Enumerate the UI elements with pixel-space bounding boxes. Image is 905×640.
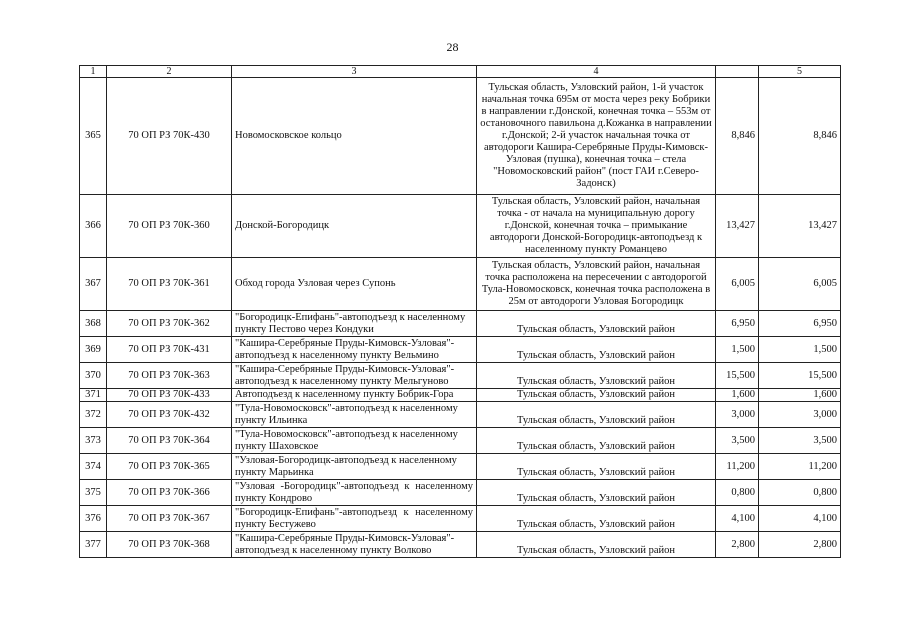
road-length-total: 11,200 bbox=[759, 454, 841, 480]
road-length: 1,600 bbox=[716, 389, 759, 402]
table-row bbox=[80, 506, 841, 532]
road-length-total: 2,800 bbox=[759, 532, 841, 558]
road-location: Тульская область, Узловский район bbox=[477, 389, 716, 402]
road-location: Тульская область, Узловский район bbox=[477, 506, 716, 532]
road-name: Новомосковское кольцо bbox=[232, 78, 477, 195]
road-location: Тульская область, Узловский район bbox=[477, 363, 716, 389]
road-length-total: 6,950 bbox=[759, 311, 841, 337]
road-name: "Тула-Новомосковск"-автоподъезд к населенному пункту Шаховское bbox=[232, 428, 477, 454]
row-number: 371 bbox=[80, 389, 107, 402]
table-row bbox=[80, 532, 841, 558]
row-number: 366 bbox=[80, 195, 107, 258]
table-row bbox=[80, 363, 841, 389]
road-length: 3,500 bbox=[716, 428, 759, 454]
roads-table bbox=[79, 65, 841, 558]
road-length: 13,427 bbox=[716, 195, 759, 258]
row-number: 374 bbox=[80, 454, 107, 480]
road-length-total: 6,005 bbox=[759, 258, 841, 311]
road-location: Тульская область, Узловский район bbox=[477, 337, 716, 363]
row-number: 376 bbox=[80, 506, 107, 532]
table-row bbox=[80, 311, 841, 337]
road-location: Тульская область, Узловский район bbox=[477, 480, 716, 506]
road-code: 70 ОП РЗ 70К-362 bbox=[107, 311, 232, 337]
row-number: 368 bbox=[80, 311, 107, 337]
road-name: "Кашира-Серебряные Пруды-Кимовск-Узловая"-автоподъезд к населенному пункту Вельмино bbox=[232, 337, 477, 363]
road-name: "Тула-Новомосковск"-автоподъезд к населенному пункту Ильинка bbox=[232, 402, 477, 428]
row-number: 370 bbox=[80, 363, 107, 389]
road-code: 70 ОП РЗ 70К-360 bbox=[107, 195, 232, 258]
road-code: 70 ОП РЗ 70К-366 bbox=[107, 480, 232, 506]
road-location: Тульская область, Узловский район bbox=[477, 454, 716, 480]
road-location: Тульская область, Узловский район bbox=[477, 532, 716, 558]
road-code: 70 ОП РЗ 70К-368 bbox=[107, 532, 232, 558]
road-code: 70 ОП РЗ 70К-365 bbox=[107, 454, 232, 480]
road-code: 70 ОП РЗ 70К-361 bbox=[107, 258, 232, 311]
table-row bbox=[80, 258, 841, 311]
table-row bbox=[80, 402, 841, 428]
row-number: 372 bbox=[80, 402, 107, 428]
road-location: Тульская область, Узловский район bbox=[477, 311, 716, 337]
table-row bbox=[80, 195, 841, 258]
table-row bbox=[80, 454, 841, 480]
road-location: Тульская область, Узловский район, начальная точка - от начала на муниципальную дорогу г.Донской, конечная точка – примыкание автодороги Донской-Богородицк-автоподъезд к населенному пункту Романцево bbox=[477, 195, 716, 258]
road-length: 8,846 bbox=[716, 78, 759, 195]
road-location: Тульская область, Узловский район, 1-й участок начальная точка 695м от моста через реку Бобрики в направлении г.Донской, конечная точка – 553м от остановочного павильона д.Кожанка в направлении г.Донской; 2-й участок начальная точка от автодороги Кашира-Серебряные Пруды-Кимовск-Узловая (пушка), конечная точка – стела "Новомосковский район" (пост ГАИ г.Северо-Задонск) bbox=[477, 78, 716, 195]
road-name: "Богородицк-Епифань"-автоподъезд к населенному пункту Бестужево bbox=[232, 506, 477, 532]
road-length-total: 0,800 bbox=[759, 480, 841, 506]
road-length-total: 3,000 bbox=[759, 402, 841, 428]
road-code: 70 ОП РЗ 70К-363 bbox=[107, 363, 232, 389]
road-name: Автоподъезд к населенному пункту Бобрик-Гора bbox=[232, 389, 477, 402]
road-length-total: 1,600 bbox=[759, 389, 841, 402]
table-row bbox=[80, 480, 841, 506]
road-name: Обход города Узловая через Супонь bbox=[232, 258, 477, 311]
table-header-row bbox=[80, 66, 841, 78]
header-col-4: 4 bbox=[477, 66, 716, 78]
road-length: 4,100 bbox=[716, 506, 759, 532]
row-number: 375 bbox=[80, 480, 107, 506]
road-length-total: 8,846 bbox=[759, 78, 841, 195]
road-length-total: 15,500 bbox=[759, 363, 841, 389]
row-number: 367 bbox=[80, 258, 107, 311]
road-name: "Узловая -Богородицк"-автоподъезд к населенному пункту Кондрово bbox=[232, 480, 477, 506]
road-length-total: 13,427 bbox=[759, 195, 841, 258]
header-col-1: 1 bbox=[80, 66, 107, 78]
road-name: "Кашира-Серебряные Пруды-Кимовск-Узловая"-автоподъезд к населенному пункту Волково bbox=[232, 532, 477, 558]
road-location: Тульская область, Узловский район bbox=[477, 428, 716, 454]
header-col-2: 2 bbox=[107, 66, 232, 78]
row-number: 377 bbox=[80, 532, 107, 558]
road-length: 3,000 bbox=[716, 402, 759, 428]
road-code: 70 ОП РЗ 70К-364 bbox=[107, 428, 232, 454]
road-length-total: 1,500 bbox=[759, 337, 841, 363]
road-location: Тульская область, Узловский район bbox=[477, 402, 716, 428]
table-row bbox=[80, 78, 841, 195]
row-number: 369 bbox=[80, 337, 107, 363]
header-col-3: 3 bbox=[232, 66, 477, 78]
road-name: "Кашира-Серебряные Пруды-Кимовск-Узловая"-автоподъезд к населенному пункту Мельгуново bbox=[232, 363, 477, 389]
road-length: 0,800 bbox=[716, 480, 759, 506]
road-code: 70 ОП РЗ 70К-433 bbox=[107, 389, 232, 402]
page-number: 28 bbox=[446, 40, 459, 54]
road-code: 70 ОП РЗ 70К-367 bbox=[107, 506, 232, 532]
row-number: 373 bbox=[80, 428, 107, 454]
road-code: 70 ОП РЗ 70К-432 bbox=[107, 402, 232, 428]
header-col-5-left bbox=[716, 66, 759, 78]
road-length: 11,200 bbox=[716, 454, 759, 480]
road-name: "Узловая-Богородицк-автоподъезд к населенному пункту Марьинка bbox=[232, 454, 477, 480]
road-length: 1,500 bbox=[716, 337, 759, 363]
road-name: Донской-Богородицк bbox=[232, 195, 477, 258]
header-col-5: 5 bbox=[759, 66, 841, 78]
road-length: 15,500 bbox=[716, 363, 759, 389]
road-length: 2,800 bbox=[716, 532, 759, 558]
table-row bbox=[80, 337, 841, 363]
table-row bbox=[80, 389, 841, 402]
road-length-total: 4,100 bbox=[759, 506, 841, 532]
road-length: 6,005 bbox=[716, 258, 759, 311]
road-code: 70 ОП РЗ 70К-430 bbox=[107, 78, 232, 195]
road-location: Тульская область, Узловский район, начальная точка расположена на пересечении с автодорогой Тула-Новомосковск, конечная точка расположена в 25м от автодороги Узловая Богородицк bbox=[477, 258, 716, 311]
road-name: "Богородицк-Епифань"-автоподъезд к населенному пункту Пестово через Кондуки bbox=[232, 311, 477, 337]
road-length: 6,950 bbox=[716, 311, 759, 337]
row-number: 365 bbox=[80, 78, 107, 195]
road-code: 70 ОП РЗ 70К-431 bbox=[107, 337, 232, 363]
table-row bbox=[80, 428, 841, 454]
road-length-total: 3,500 bbox=[759, 428, 841, 454]
